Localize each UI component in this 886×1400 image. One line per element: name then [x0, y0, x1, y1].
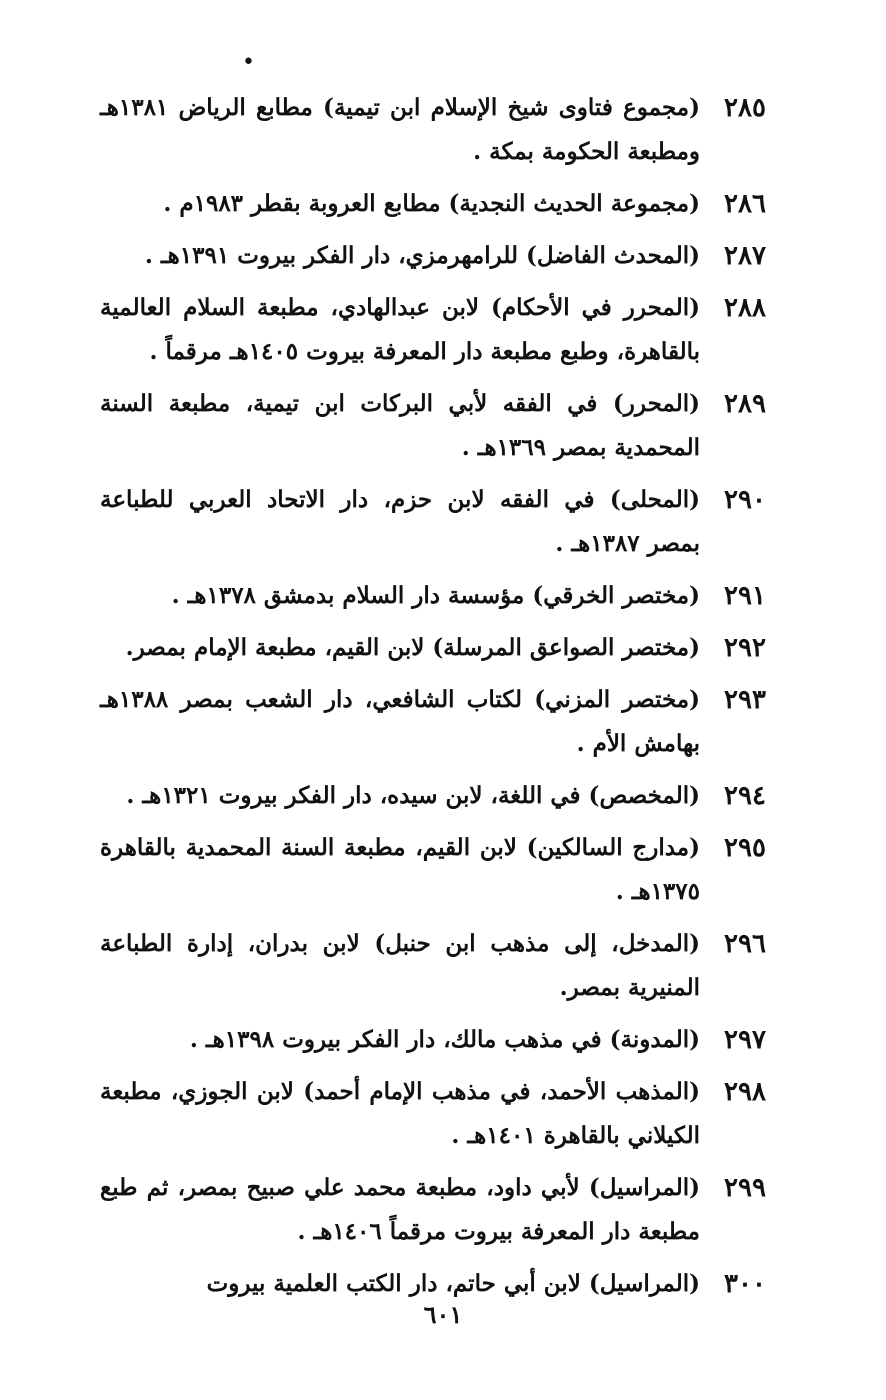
bibliography-entry	[100, 922, 790, 1010]
entry-text: (المحدث الفاضل) للرامهرمزي، دار الفكر بيروت ١٣٩١هـ .	[144, 242, 700, 269]
entry-number: ٣٠٠	[724, 1269, 766, 1299]
entry-number: ٢٨٦	[724, 189, 766, 219]
entry-text: (المخصص) في اللغة، لابن سيده، دار الفكر بيروت ١٣٢١هـ .	[126, 782, 700, 809]
bibliography-entry	[100, 86, 790, 174]
entry-text: (مدارج السالكين) لابن القيم، مطبعة السنة المحمدية بالقاهرة ١٣٧٥هـ .	[100, 834, 700, 905]
entry-number: ٢٩٦	[724, 929, 766, 959]
bibliography-entry	[100, 478, 790, 566]
bibliography-entry	[100, 826, 790, 914]
entry-number: ٢٩٢	[724, 633, 766, 663]
entry-number: ٢٩٧	[724, 1025, 766, 1055]
entry-number: ٢٩٩	[724, 1173, 766, 1203]
bibliography-entry	[100, 678, 790, 766]
entry-text: (المحرر في الأحكام) لابن عبدالهادي، مطبعة السلام العالمية بالقاهرة، وطبع مطبعة دار المعرفة بيروت ١٤٠٥هـ مرقماً .	[100, 294, 700, 365]
bibliography-entry	[100, 234, 790, 278]
entry-number: ٢٩١	[724, 581, 766, 611]
bibliography-entry	[100, 182, 790, 226]
entry-text: (المحلى) في الفقه لابن حزم، دار الاتحاد العربي للطباعة بمصر ١٣٨٧هـ .	[100, 486, 700, 557]
bibliography-entry	[100, 382, 790, 470]
bibliography-list	[100, 86, 790, 1314]
entry-number: ٢٨٨	[724, 293, 766, 323]
page-number: ٦٠١	[423, 1300, 463, 1329]
entry-number: ٢٩٥	[724, 833, 766, 863]
entry-number: ٢٩٤	[724, 781, 766, 811]
entry-number: ٢٨٩	[724, 389, 766, 419]
bibliography-entry	[100, 286, 790, 374]
entry-text: (مختصر المزني) لكتاب الشافعي، دار الشعب بمصر ١٣٨٨هـ بهامش الأم .	[100, 686, 700, 757]
entry-number: ٢٩٨	[724, 1077, 766, 1107]
entry-text: (مجموع فتاوى شيخ الإسلام ابن تيمية) مطابع الرياض ١٣٨١هـ ومطبعة الحكومة بمكة .	[100, 94, 700, 165]
entry-text: (مجموعة الحديث النجدية) مطابع العروبة بقطر ١٩٨٣م .	[163, 190, 700, 217]
entry-number: ٢٨٧	[724, 241, 766, 271]
entry-text: (المراسيل) لأبي داود، مطبعة محمد علي صبيح بمصر، ثم طبع مطبعة دار المعرفة بيروت مرقماً ١٤٠٦هـ .	[100, 1174, 700, 1245]
entry-number: ٢٩٠	[724, 485, 766, 515]
entry-text: (مختصر الصواعق المرسلة) لابن القيم، مطبعة الإمام بمصر.	[125, 634, 700, 661]
top-dot: •	[242, 50, 255, 75]
bibliography-entry	[100, 574, 790, 618]
bibliography-entry	[100, 774, 790, 818]
bibliography-entry	[100, 1166, 790, 1254]
entry-text: (المذهب الأحمد، في مذهب الإمام أحمد) لابن الجوزي، مطبعة الكيلاني بالقاهرة ١٤٠١هـ .	[100, 1078, 700, 1149]
bibliography-entry	[100, 1070, 790, 1158]
entry-text: (مختصر الخرقي) مؤسسة دار السلام بدمشق ١٣٧٨هـ .	[171, 582, 700, 609]
entry-number: ٢٨٥	[724, 93, 766, 123]
entry-text: (المحرر) في الفقه لأبي البركات ابن تيمية، مطبعة السنة المحمدية بمصر ١٣٦٩هـ .	[100, 390, 700, 461]
entry-text: (المدخل، إلى مذهب ابن حنبل) لابن بدران، إدارة الطباعة المنيرية بمصر.	[100, 930, 700, 1001]
bibliography-entry	[100, 1018, 790, 1062]
bibliography-entry	[100, 626, 790, 670]
entry-text: (المراسيل) لابن أبي حاتم، دار الكتب العلمية بيروت	[206, 1270, 700, 1297]
entry-text: (المدونة) في مذهب مالك، دار الفكر بيروت ١٣٩٨هـ .	[189, 1026, 700, 1053]
entry-number: ٢٩٣	[724, 685, 766, 715]
